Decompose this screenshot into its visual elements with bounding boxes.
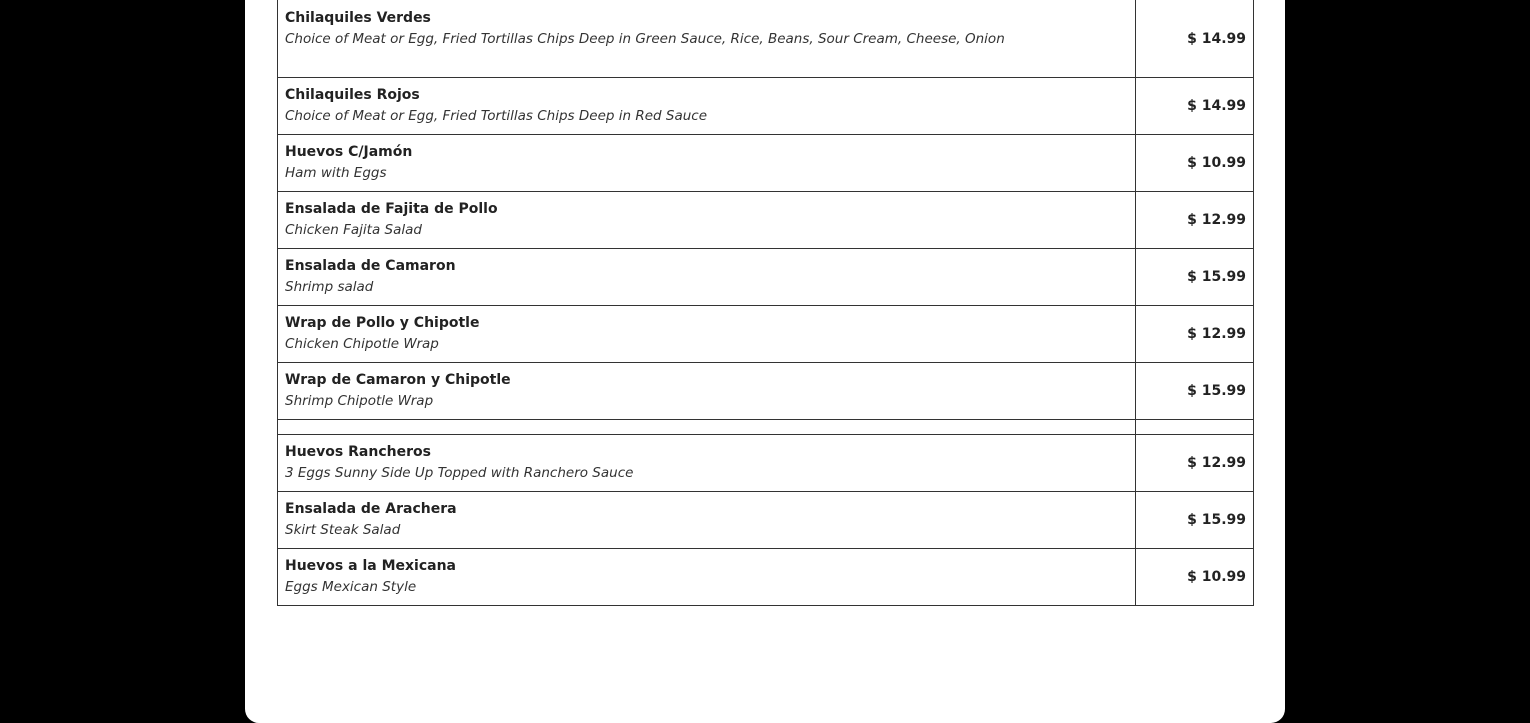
- item-price: $ 12.99: [1136, 435, 1254, 492]
- menu-table: [277, 0, 1254, 606]
- item-cell: [278, 249, 1136, 306]
- item-price: $ 15.99: [1136, 249, 1254, 306]
- item-name: Wrap de Camaron y Chipotle: [285, 372, 511, 388]
- item-name: Ensalada de Fajita de Pollo: [285, 201, 498, 217]
- empty-cell: [278, 420, 1136, 435]
- item-price: $ 10.99: [1136, 549, 1254, 606]
- item-name: Wrap de Pollo y Chipotle: [285, 315, 480, 331]
- table-row: [278, 135, 1254, 192]
- item-price: $ 12.99: [1136, 192, 1254, 249]
- table-row: [278, 435, 1254, 492]
- table-row: [278, 306, 1254, 363]
- item-price: $ 12.99: [1136, 306, 1254, 363]
- item-name: Chilaquiles Rojos: [285, 87, 420, 103]
- item-description: Chicken Chipotle Wrap: [285, 336, 439, 352]
- table-row: [278, 192, 1254, 249]
- item-cell: [278, 306, 1136, 363]
- item-price: $ 15.99: [1136, 492, 1254, 549]
- item-name: Ensalada de Arachera: [285, 501, 457, 517]
- item-cell: [278, 135, 1136, 192]
- item-cell: [278, 549, 1136, 606]
- item-price: $ 10.99: [1136, 135, 1254, 192]
- item-price: $ 14.99: [1136, 78, 1254, 135]
- item-name: Ensalada de Camaron: [285, 258, 456, 274]
- item-description: Chicken Fajita Salad: [285, 222, 422, 238]
- item-description: Skirt Steak Salad: [285, 522, 401, 538]
- item-description: Shrimp salad: [285, 279, 374, 295]
- item-price: $ 15.99: [1136, 363, 1254, 420]
- empty-cell: [1136, 420, 1254, 435]
- item-description: Choice of Meat or Egg, Fried Tortillas Chips Deep in Red Sauce: [285, 108, 708, 124]
- item-description: Shrimp Chipotle Wrap: [285, 393, 434, 409]
- table-row: [278, 78, 1254, 135]
- item-name: Huevos C/Jamón: [285, 144, 413, 160]
- item-cell: [278, 435, 1136, 492]
- table-row: [278, 492, 1254, 549]
- item-cell: [278, 78, 1136, 135]
- table-row: [278, 0, 1254, 78]
- item-description: Ham with Eggs: [285, 165, 387, 181]
- empty-row: [278, 420, 1254, 435]
- item-name: Chilaquiles Verdes: [285, 10, 431, 26]
- item-name: Huevos a la Mexicana: [285, 558, 456, 574]
- item-cell: [278, 492, 1136, 549]
- item-cell: [278, 363, 1136, 420]
- item-description: 3 Eggs Sunny Side Up Topped with Ranchero Sauce: [285, 465, 634, 481]
- table-row: [278, 549, 1254, 606]
- table-row: [278, 249, 1254, 306]
- item-description: Eggs Mexican Style: [285, 579, 417, 595]
- table-row: [278, 363, 1254, 420]
- item-cell: [278, 192, 1136, 249]
- item-name: Huevos Rancheros: [285, 444, 431, 460]
- menu-panel: [245, 0, 1285, 723]
- item-cell: [278, 0, 1136, 78]
- item-description: Choice of Meat or Egg, Fried Tortillas Chips Deep in Green Sauce, Rice, Beans, Sour Cream, Cheese, Onion: [285, 31, 1005, 47]
- item-price: $ 14.99: [1136, 0, 1254, 78]
